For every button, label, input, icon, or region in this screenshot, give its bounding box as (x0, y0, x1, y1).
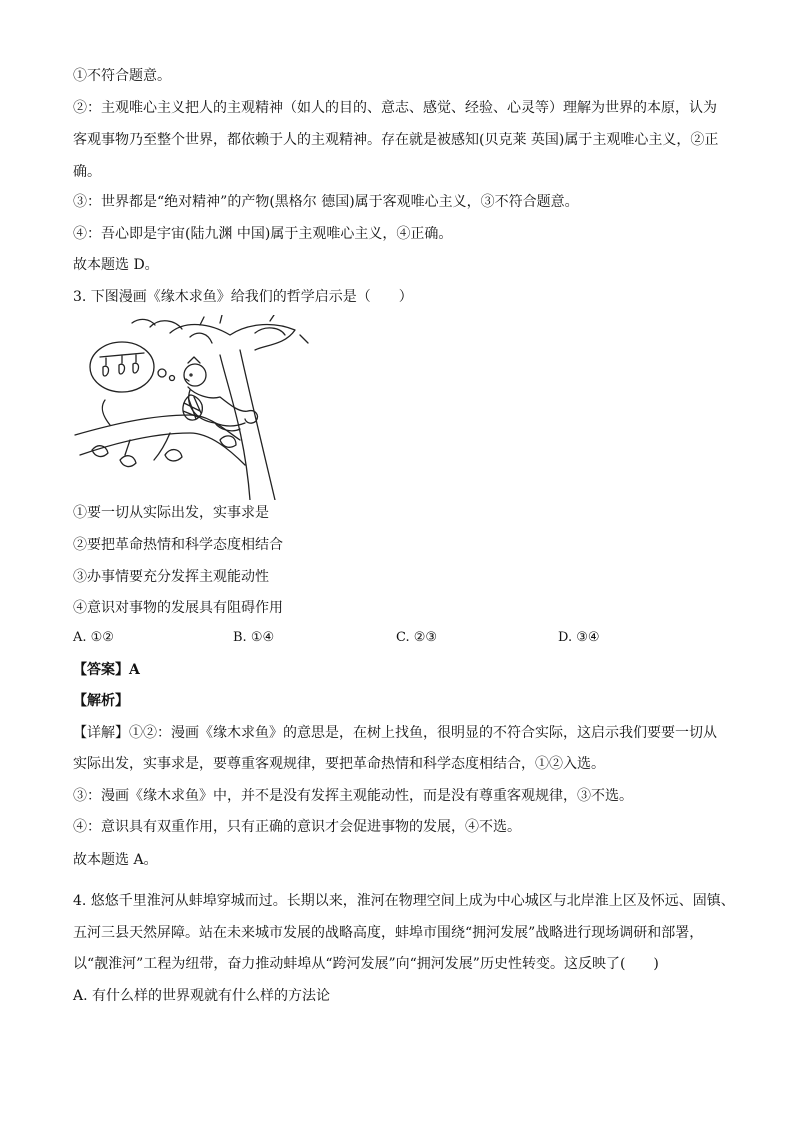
detail-line-2: 实际出发，实事求是，要尊重客观规律，要把革命热情和科学态度相结合，①②入选。 (73, 756, 605, 772)
detail-line-1: 【详解】①②：漫画《缘木求鱼》的意思是，在树上找鱼，很明显的不符合实际，这启示我们要要一切从 (73, 725, 717, 741)
answer-options (73, 630, 733, 648)
explanation-line-6: ④：吾心即是宇宙(陆九渊 中国)属于主观唯心主义，④正确。 (73, 226, 453, 242)
question-3-stem: 3. 下图漫画《缘木求鱼》给我们的哲学启示是（ ） (73, 289, 413, 305)
statement-3: ③办事情要充分发挥主观能动性 (73, 569, 269, 585)
prev-conclusion: 故本题选 D。 (73, 257, 159, 273)
explanation-line-1: ①不符合题意。 (73, 68, 171, 84)
option-a[interactable]: A. ①② (73, 630, 114, 645)
option-d[interactable]: D. ③④ (558, 630, 600, 645)
explanation-line-4: 确。 (73, 164, 101, 180)
question-4-stem-line-3: 以“靓淮河”工程为纽带，奋力推动蚌埠从“跨河发展”向“拥河发展”历史性转变。这反映了( ) (73, 956, 659, 972)
detail-line-4: ④：意识具有双重作用，只有正确的意识才会促进事物的发展，④不选。 (73, 819, 521, 835)
explanation-line-3: 客观事物乃至整个世界，都依赖于人的主观精神。存在就是被感知(贝克莱 英国)属于主观唯心主义，②正 (73, 132, 719, 148)
q3-conclusion: 故本题选 A。 (73, 852, 158, 868)
question-4-stem-line-1: 4. 悠悠千里淮河从蚌埠穿城而过。长期以来，淮河在物理空间上成为中心城区与北岸淮上区及怀远、固镇、 (73, 893, 735, 909)
answer-line: 【答案】A (73, 662, 140, 678)
detail-line-3: ③：漫画《缘木求鱼》中，并不是没有发挥主观能动性，而是没有尊重客观规律，③不选。 (73, 788, 633, 804)
statement-2: ②要把革命热情和科学态度相结合 (73, 537, 283, 553)
statement-4: ④意识对事物的发展具有阻碍作用 (73, 600, 283, 616)
option-c[interactable]: C. ②③ (396, 630, 438, 645)
explanation-line-5: ③：世界都是“绝对精神”的产物(黑格尔 德国)属于客观唯心主义，③不符合题意。 (73, 194, 579, 210)
analysis-label: 【解析】 (73, 693, 129, 709)
explanation-line-2: ②：主观唯心主义把人的主观精神（如人的目的、意志、感觉、经验、心灵等）理解为世界的本原，认为 (73, 100, 717, 116)
statement-1: ①要一切从实际出发，实事求是 (73, 505, 269, 521)
cartoon-illustration (70, 315, 310, 500)
option-b[interactable]: B. ①④ (233, 630, 275, 645)
question-4-stem-line-2: 五河三县天然屏障。站在未来城市发展的战略高度，蚌埠市围绕“拥河发展”战略进行现场调研和部署， (73, 925, 704, 941)
question-4-option-a[interactable]: A. 有什么样的世界观就有什么样的方法论 (73, 988, 331, 1004)
